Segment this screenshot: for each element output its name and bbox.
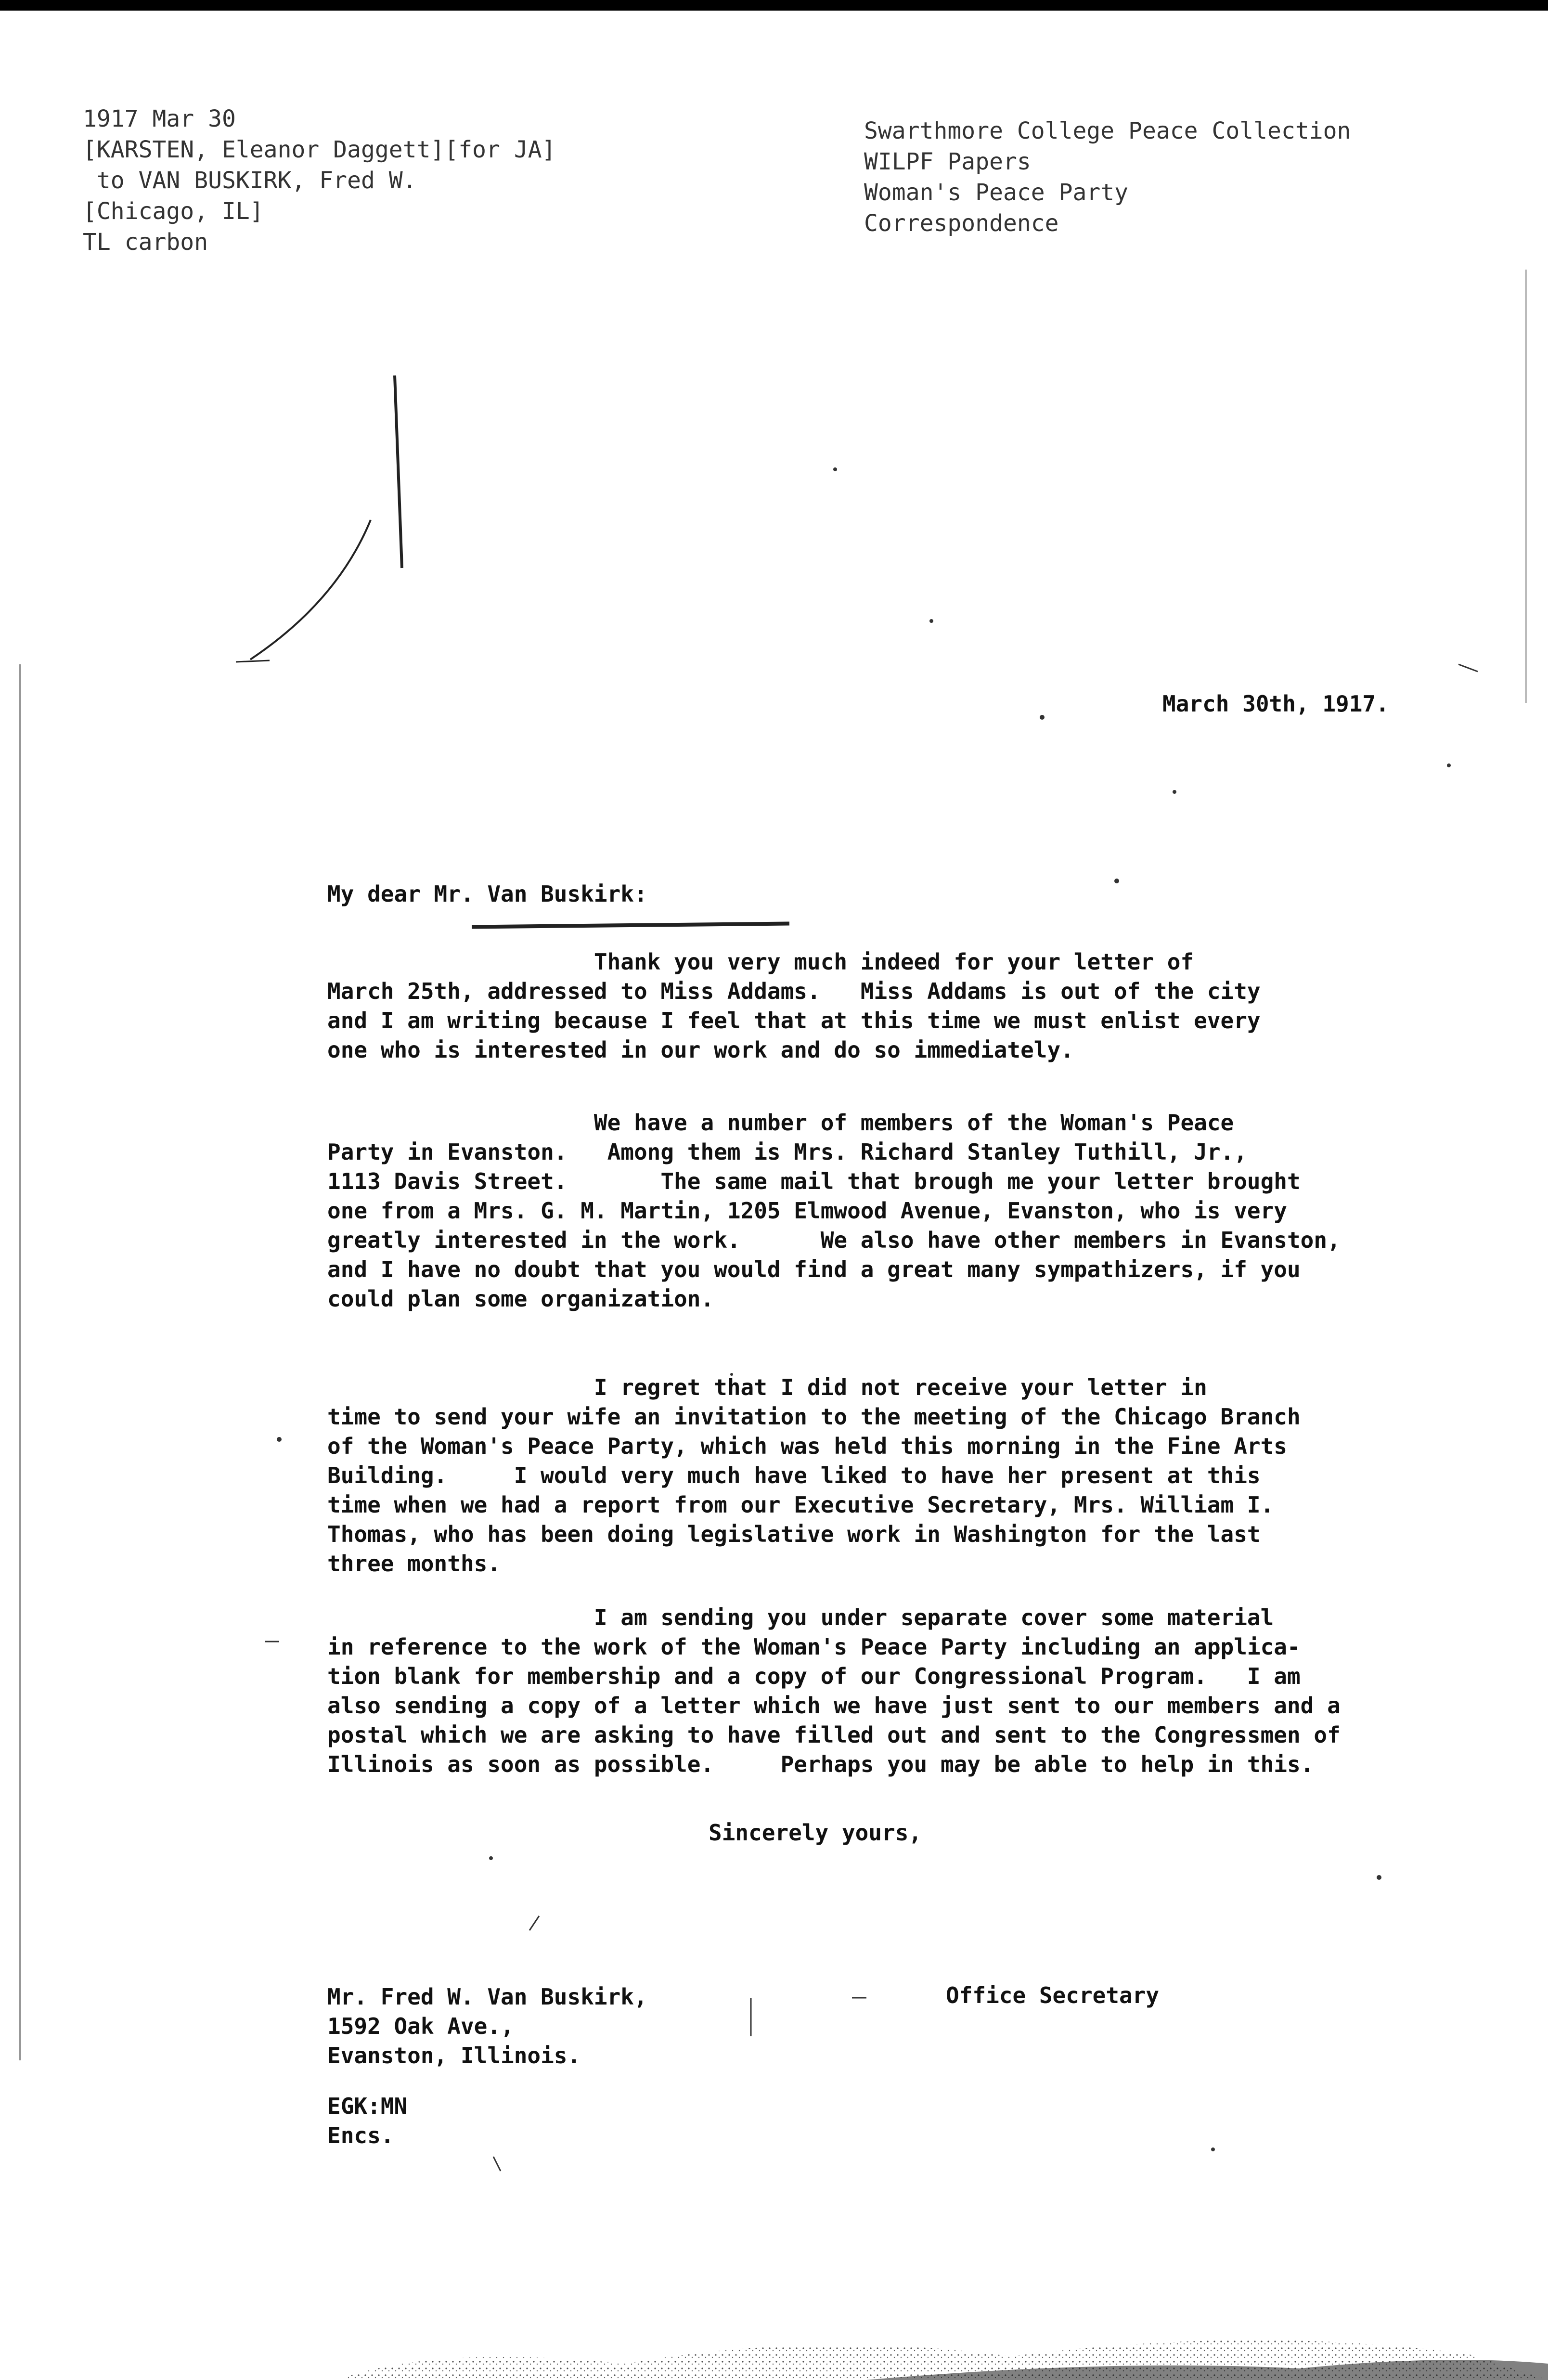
paragraph-line: I am sending you under separate cover some material (327, 1604, 1274, 1630)
paragraph-line: postal which we are asking to have filled out and sent to the Congressmen of (327, 1722, 1341, 1748)
speck (1173, 790, 1176, 794)
recipient-line: Evanston, Illinois. (327, 2043, 581, 2069)
paragraph-line: Building. I would very much have liked to have her present at this (327, 1462, 1261, 1488)
paragraph-line: one who is interested in our work and do so immediately. (327, 1037, 1074, 1063)
paragraph-line: Thomas, who has been doing legislative work in Washington for the last (327, 1521, 1261, 1547)
archive-label-line: 1917 Mar 30 (83, 105, 236, 132)
archive-label-line: [KARSTEN, Eleanor Daggett][for JA] (83, 136, 556, 163)
paragraph-line: also sending a copy of a letter which we have just sent to our members and a (327, 1693, 1341, 1719)
paragraph-line: Thank you very much indeed for your letter of (327, 949, 1194, 975)
letter-paragraph-1 (327, 947, 1483, 1065)
speck (929, 619, 933, 623)
archive-label-line: TL carbon (83, 229, 208, 256)
recipient-line: Mr. Fred W. Van Buskirk, (327, 1984, 647, 2010)
closing: Sincerely yours, (709, 1820, 922, 1846)
pen-mark (493, 2157, 501, 2171)
paragraph-line: in reference to the work of the Woman's Peace Party including an applica- (327, 1634, 1301, 1660)
paragraph-line: tion blank for membership and a copy of our Congressional Program. I am (327, 1663, 1301, 1689)
paragraph-line: time when we had a report from our Executive Secretary, Mrs. William I. (327, 1492, 1274, 1518)
pen-mark (1458, 664, 1478, 672)
paragraph-line: of the Woman's Peace Party, which was held this morning in the Fine Arts (327, 1433, 1287, 1459)
pen-mark (529, 1916, 539, 1930)
paragraph-line: I regret that I did not receive your letter in (327, 1374, 1207, 1400)
paragraph-line: Illinois as soon as possible. Perhaps you may be able to help in this. (327, 1751, 1314, 1777)
scan-bottom-noise (0, 2272, 1548, 2380)
speck (1447, 763, 1451, 767)
archive-label-line: [Chicago, IL] (83, 198, 264, 225)
paragraph-line: time to send your wife an invitation to the meeting of the Chicago Branch (327, 1404, 1301, 1430)
paragraph-line: could plan some organization. (327, 1286, 714, 1312)
typist-initials: EGK:MN (327, 2093, 408, 2119)
collection-label-line: WILPF Papers (864, 148, 1031, 175)
archive-label-line: to VAN BUSKIRK, Fred W. (83, 167, 417, 194)
letter-paragraph-3 (327, 1373, 1483, 1578)
speck (1114, 879, 1119, 883)
speck (1211, 2147, 1215, 2151)
paragraph-line: and I have no doubt that you would find a great many sympathizers, if you (327, 1256, 1301, 1282)
letter-date: March 30th, 1917. (1162, 691, 1389, 717)
collection-label-line: Correspondence (864, 210, 1059, 237)
paragraph-line: 1113 Davis Street. The same mail that brough me your letter brought (327, 1168, 1301, 1194)
enclosures-note: Encs. (327, 2122, 394, 2148)
paragraph-line: Party in Evanston. Among them is Mrs. Richard Stanley Tuthill, Jr., (327, 1139, 1247, 1165)
collection-label-line: Swarthmore College Peace Collection (864, 117, 1351, 144)
letter-paragraph-4 (327, 1603, 1483, 1779)
speck (833, 467, 837, 471)
letter-paragraph-2 (327, 1108, 1483, 1314)
paragraph-line: three months. (327, 1551, 501, 1577)
pen-mark (236, 660, 270, 662)
paragraph-line: greatly interested in the work. We also have other members in Evanston, (327, 1227, 1341, 1253)
speck (1040, 715, 1045, 720)
reference-initials (327, 2092, 407, 2150)
paragraph-line: and I am writing because I feel that at this time we must enlist every (327, 1008, 1261, 1034)
paragraph-line: one from a Mrs. G. M. Martin, 1205 Elmwood Avenue, Evanston, who is very (327, 1198, 1287, 1224)
recipient-line: 1592 Oak Ave., (327, 2013, 514, 2039)
left-margin-edge (19, 664, 21, 2060)
recipient-address (327, 1982, 647, 2070)
pen-mark (250, 520, 371, 660)
paragraph-line: We have a number of members of the Woman's Peace (327, 1110, 1234, 1136)
speck (1377, 1875, 1381, 1880)
collection-label-line: Woman's Peace Party (864, 179, 1129, 206)
signature-title: Office Secretary (946, 1982, 1160, 2008)
pen-mark (395, 375, 402, 568)
salutation: My dear Mr. Van Buskirk: (327, 881, 647, 907)
speck (277, 1437, 282, 1442)
paragraph-line: March 25th, addressed to Miss Addams. Miss Addams is out of the city (327, 978, 1261, 1004)
right-margin-edge (1525, 270, 1527, 703)
speck (489, 1856, 493, 1860)
